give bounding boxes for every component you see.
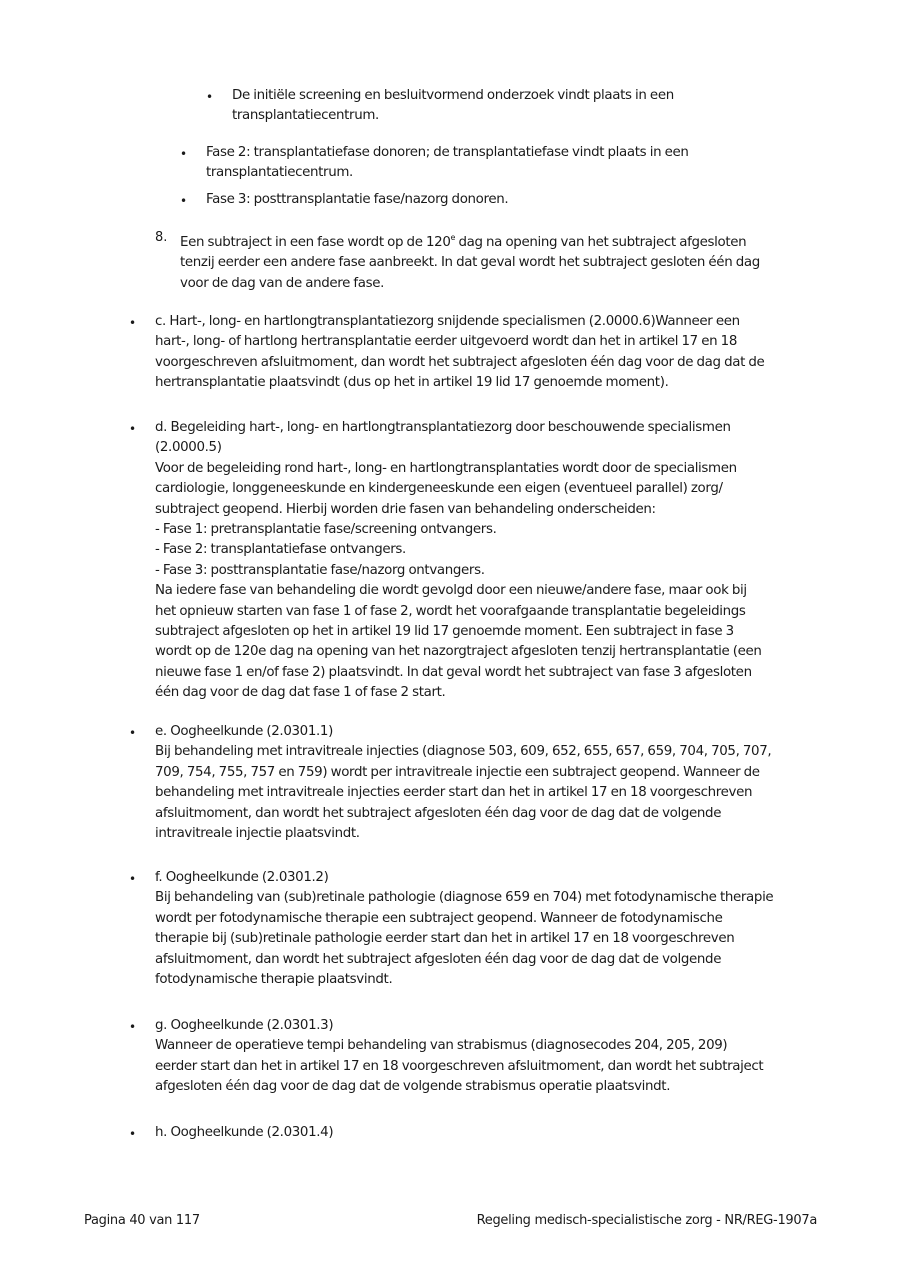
section-h-oogheelkunde: h. Oogheelkunde (2.0301.4) xyxy=(155,1125,334,1140)
section-e-oogheelkunde: e. Oogheelkunde (2.0301.1) Bij behandeling met intravitreale injecties (diagnose 503, 609, 652, 655, 657, 659, 704, 705, 707, 709, 754, 755, 757 en 759) wordt per intravitreale injectie een subtraject geopend. Wanneer de behandeling met intravitreale injecties eerder start dan het in artikel 17 en 18 voorgeschreven afsluitmoment, dan wordt het subtraject afgesloten één dag voor de dag dat de volgende intravitreale injectie plaatsvindt. xyxy=(155,724,772,842)
list-item-screening: De initiële screening en besluitvormend onderzoek vindt plaats in een transplantatiecentrum. xyxy=(232,88,674,124)
section-g-oogheelkunde: g. Oogheelkunde (2.0301.3) Wanneer de operatieve tempi behandeling van strabismus (diagnosecodes 204, 205, 209) eerder start dan het in artikel 17 en 18 voorgeschreven afsluitmoment, dan wordt het subtraject afgesloten één dag voor de dag dat de volgende strabismus operatie plaatsvindt. xyxy=(155,1018,764,1095)
item-number: 8. xyxy=(155,230,168,245)
bullet-icon: • xyxy=(129,726,137,740)
section-f-oogheelkunde: f. Oogheelkunde (2.0301.2) Bij behandeling van (sub)retinale pathologie (diagnose 659 en 704) met fotodynamische therapie wordt per fotodynamische therapie een subtraject geopend. Wanneer de fotodynamische therapie bij (sub)retinale pathologie eerder start dan het in artikel 17 en 18 voorgeschreven afsluitmoment, dan wordt het subtraject afgesloten één dag voor de dag dat de volgende fotodynamische therapie plaatsvindt. xyxy=(155,870,774,988)
bullet-icon: • xyxy=(129,422,137,436)
bullet-icon: • xyxy=(129,1020,137,1034)
footer-document-title: Regeling medisch-specialistische zorg - NR/REG-1907a xyxy=(476,1213,817,1228)
section-d-begeleiding: d. Begeleiding hart-, long- en hartlongtransplantatiezorg door beschouwende specialismen (2.0000.5) Voor de begeleiding rond hart-, long- en hartlongtransplantaties wordt door de specialismen cardiologie, longgeneeskunde en kindergeneeskunde een eigen (eventueel parallel) zorg/ subtraject geopend. Hierbij worden drie fasen van behandeling onderscheiden: - Fase 1: pretransplantatie fase/screening ontvangers. - Fase 2: transplantatiefase ontvangers. - Fase 3: posttransplantatie fase/nazorg ontvangers. Na iedere fase van behandeling die wordt gevolgd door een nieuwe/andere fase, maar ook bij het opnieuw starten van fase 1 of fase 2, wordt het voorafgaande transplantatie begeleidings subtraject afgesloten op het in artikel 19 lid 17 genoemde moment. Een subtraject in fase 3 wordt op de 120e dag na opening van het nazorgtraject afgesloten tenzij hertransplantatie (een nieuwe fase 1 en/of fase 2) plaatsvindt. In dat geval wordt het subtraject van fase 3 afgesloten één dag voor de dag dat fase 1 of fase 2 start. xyxy=(155,420,762,701)
section-c-transplantatiezorg: c. Hart-, long- en hartlongtransplantatiezorg snijdende specialismen (2.0000.6)Wanneer een hart-, long- of hartlong hertransplantatie eerder uitgevoerd wordt dan het in artikel 17 en 18 voorgeschreven afsluitmoment, dan wordt het subtraject afgesloten één dag voor de dag dat de hertransplantatie plaatsvindt (dus op het in artikel 19 lid 17 genoemde moment). xyxy=(155,314,765,391)
footer-page-number: Pagina 40 van 117 xyxy=(84,1213,200,1228)
bullet-icon: • xyxy=(129,1127,137,1141)
list-item-fase-2-donoren: Fase 2: transplantatiefase donoren; de transplantatiefase vindt plaats in een transplantatiecentrum. xyxy=(206,145,689,181)
bullet-icon: • xyxy=(129,872,137,886)
list-item-fase-3-donoren: Fase 3: posttransplantatie fase/nazorg donoren. xyxy=(206,192,509,207)
numbered-item-8: Een subtraject in een fase wordt op de 120e dag na opening van het subtraject afgesloten tenzij eerder een andere fase aanbreekt. In dat geval wordt het subtraject gesloten één dag voor de dag van de andere fase. xyxy=(180,233,760,291)
numbered-item-line: Een subtraject in een fase wordt op de 120e dag na opening van het subtraject afgesloten xyxy=(180,233,747,250)
bullet-icon: • xyxy=(180,147,188,161)
bullet-icon: • xyxy=(180,194,188,208)
bullet-icon: • xyxy=(206,90,214,104)
bullet-icon: • xyxy=(129,316,137,330)
